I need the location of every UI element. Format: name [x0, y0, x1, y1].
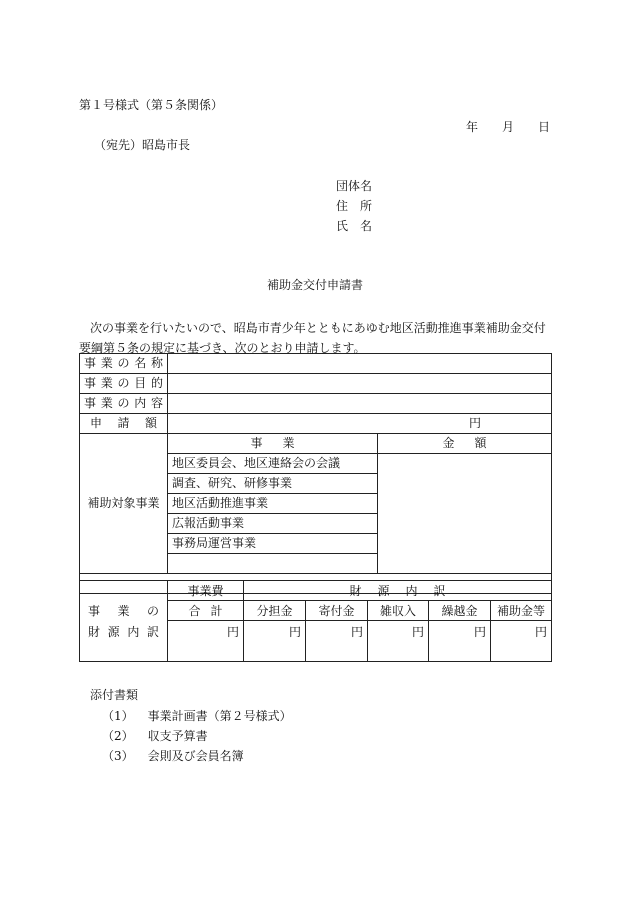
row-label-project-name: 事 業 の 名 称	[80, 354, 168, 374]
attachment-text: 収支予算書	[147, 729, 208, 743]
project-item: 広報活動事業	[168, 514, 378, 534]
requested-amount-field[interactable]	[168, 414, 552, 434]
finance-label-line-1: 事 業 の	[80, 581, 168, 621]
finance-label-line-2: 財 源 内 訳	[80, 621, 168, 662]
column-header-misc-income: 雑収入	[368, 601, 429, 621]
table-row	[80, 374, 552, 394]
date-month-label: 月	[501, 120, 514, 134]
target-amount-field[interactable]	[378, 454, 552, 574]
attachment-item	[102, 707, 292, 724]
column-header-carryover: 繰越金	[429, 601, 491, 621]
date-line	[466, 118, 550, 135]
project-column-header: 事 業	[168, 434, 378, 454]
name-label-char: 氏	[336, 219, 349, 233]
attachment-number: （3）	[102, 749, 134, 763]
document-title: 補助金交付申請書	[266, 278, 363, 292]
project-item: 地区活動推進事業	[168, 494, 378, 514]
table-row	[80, 354, 552, 374]
form-number: 第１号様式（第５条関係）	[79, 98, 224, 112]
carryover-amount-field[interactable]: 円	[429, 621, 491, 662]
column-header-subsidy: 補助金等	[491, 601, 552, 621]
attachment-number: （1）	[102, 709, 134, 723]
addressee: （宛先）昭島市長	[94, 138, 191, 152]
row-label-project-purpose: 事 業 の 目 的	[80, 374, 168, 394]
row-label-requested-amount: 申 請 額	[80, 414, 168, 434]
application-table	[79, 353, 552, 594]
total-header-bottom: 合 計	[168, 601, 244, 621]
table-row	[80, 434, 552, 454]
date-year-label: 年	[466, 120, 479, 134]
donation-amount-field[interactable]: 円	[306, 621, 368, 662]
total-header-top: 事業費	[168, 581, 244, 601]
group-name-label: 団体名	[336, 179, 373, 193]
row-label-target-projects: 補助対象事業	[80, 434, 168, 574]
attachment-text: 事業計画書（第２号様式）	[147, 709, 292, 723]
table-row	[80, 394, 552, 414]
subsidy-amount-field[interactable]: 円	[491, 621, 552, 662]
address-label-char: 住	[336, 199, 349, 213]
total-amount-field[interactable]: 円	[168, 621, 244, 662]
project-purpose-field[interactable]	[168, 374, 552, 394]
project-item: 地区委員会、地区連絡会の会議	[168, 454, 378, 474]
misc-income-amount-field[interactable]: 円	[368, 621, 429, 662]
body-line-1: 次の事業を行いたいので、昭島市青少年とともにあゆむ地区活動推進事業補助金交付	[90, 321, 546, 335]
name-label-char: 名	[359, 219, 372, 233]
row-label-project-content: 事 業 の 内 容	[80, 394, 168, 414]
project-item[interactable]	[168, 554, 378, 574]
project-item: 調査、研究、研修事業	[168, 474, 378, 494]
attachment-item	[102, 747, 244, 764]
attachment-item	[102, 727, 208, 744]
attachment-text: 会則及び会員名簿	[147, 749, 244, 763]
column-header-share: 分担金	[244, 601, 306, 621]
address-label-char: 所	[359, 199, 372, 213]
attachments-heading: 添付書類	[90, 688, 139, 702]
yen-unit: 円	[468, 416, 481, 430]
attachment-number: （2）	[102, 729, 134, 743]
project-name-field[interactable]	[168, 354, 552, 374]
finance-table	[79, 580, 552, 662]
address-label	[336, 197, 372, 214]
table-row	[80, 621, 552, 662]
column-header-donation: 寄付金	[306, 601, 368, 621]
amount-column-header: 金 額	[378, 434, 552, 454]
table-row	[80, 581, 552, 601]
date-day-label: 日	[537, 120, 550, 134]
project-content-field[interactable]	[168, 394, 552, 414]
project-item: 事務局運営事業	[168, 534, 378, 554]
table-row	[80, 414, 552, 434]
body-line-2: 要綱第５条の規定に基づき、次のとおり申請します。	[79, 341, 366, 355]
share-amount-field[interactable]: 円	[244, 621, 306, 662]
breakdown-header: 財 源 内 訳	[244, 581, 552, 601]
name-label	[336, 217, 372, 234]
